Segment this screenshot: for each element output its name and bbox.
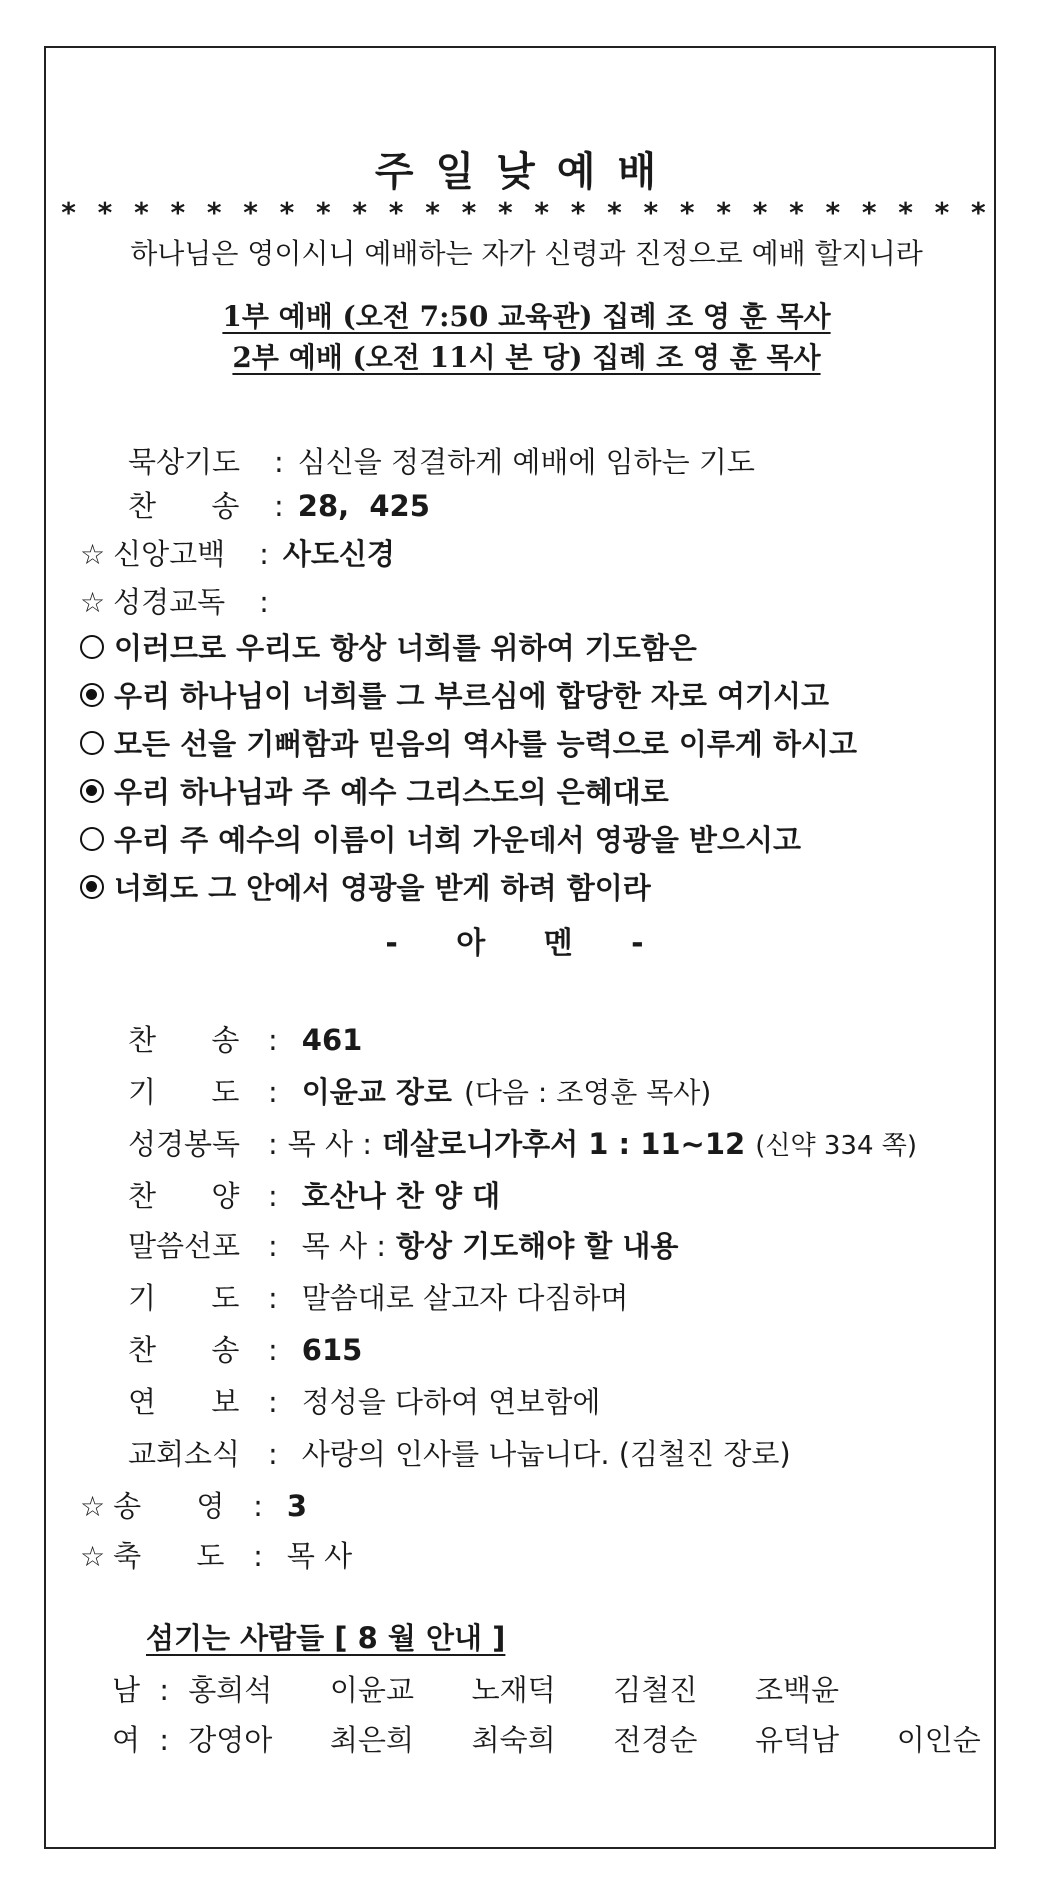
reading-line: 우리 하나님과 주 예수 그리스도의 은혜대로 (80, 770, 669, 811)
news-row: 교회소식 : 사랑의 인사를 나눕니다. (김철진 장로) (128, 1437, 791, 1471)
benediction-row: ☆ 축 도 : 목 사 (80, 1539, 353, 1573)
star-icon: ☆ (80, 586, 106, 619)
ushers-men: 남 : 홍희석 이윤교 노재덕 김철진 조백윤 (112, 1673, 840, 1707)
silent-prayer-row: 묵상기도 : 심신을 정결하게 예배에 임하는 기도 (128, 445, 755, 479)
reading-line: 너희도 그 안에서 영광을 받게 하려 함이라 (80, 866, 651, 907)
ushers-women: 여 : 강영아 최은희 최숙희 전경순 유덕남 이인순 (112, 1723, 981, 1757)
filled-circle-icon (80, 875, 104, 899)
ushers-title: 섬기는 사람들 [ 8 월 안내 ] (146, 1621, 506, 1655)
page-title: 주일낮예배 (374, 148, 679, 195)
hymn3-row: 찬 송 : 615 (128, 1333, 363, 1367)
prayer2-row: 기 도 : 말씀대로 살고자 다짐하며 (128, 1281, 629, 1315)
choir-row: 찬 양 : 호산나 찬 양 대 (128, 1179, 501, 1213)
open-circle-icon (80, 635, 104, 659)
amen: - 아 멘 - (385, 926, 668, 961)
scripture-row: 성경봉독 : 목 사 : 데살로니가후서 1 : 11~12 (신약 334 쪽) (128, 1127, 918, 1161)
hymn2-row: 찬 송 : 461 (128, 1023, 363, 1057)
doxology-row: ☆ 송 영 : 3 (80, 1489, 308, 1523)
star-icon: ☆ (80, 538, 106, 571)
offering-row: 연 보 : 정성을 다하여 연보함에 (128, 1385, 601, 1419)
service-2: 2부 예배 (오전 11시 본 당) 집례 조 영 훈 목사 (232, 341, 821, 374)
filled-circle-icon (80, 683, 104, 707)
reading-line: 이러므로 우리도 항상 너희를 위하여 기도함은 (80, 626, 697, 667)
filled-circle-icon (80, 779, 104, 803)
star-icon: ☆ (80, 1540, 106, 1573)
service-1: 1부 예배 (오전 7:50 교육관) 집례 조 영 훈 목사 (222, 300, 831, 333)
open-circle-icon (80, 827, 104, 851)
reading-line: 모든 선을 기뻐함과 믿음의 역사를 능력으로 이루게 하시고 (80, 722, 857, 763)
sermon-row: 말씀선포 : 목 사 : 항상 기도해야 할 내용 (128, 1229, 679, 1263)
star-icon: ☆ (80, 1490, 106, 1523)
theme-verse: 하나님은 영이시니 예배하는 자가 신령과 진정으로 예배 할지니라 (130, 237, 923, 270)
reading-line: 우리 주 예수의 이름이 너희 가운데서 영광을 받으시고 (80, 818, 801, 859)
stars-divider: * * * * * * * * * * * * * * * * * * * * * * * * * * (61, 196, 992, 229)
creed-row: ☆ 신앙고백 : 사도신경 (80, 537, 395, 571)
reading-line: 우리 하나님이 너희를 그 부르심에 합당한 자로 여기시고 (80, 674, 829, 715)
reading-row: ☆ 성경교독 : (80, 585, 269, 619)
open-circle-icon (80, 731, 104, 755)
prayer-row: 기 도 : 이윤교 장로 (다음 : 조영훈 목사) (128, 1075, 712, 1109)
hymn1-row: 찬 송 : 28, 425 (128, 489, 430, 523)
